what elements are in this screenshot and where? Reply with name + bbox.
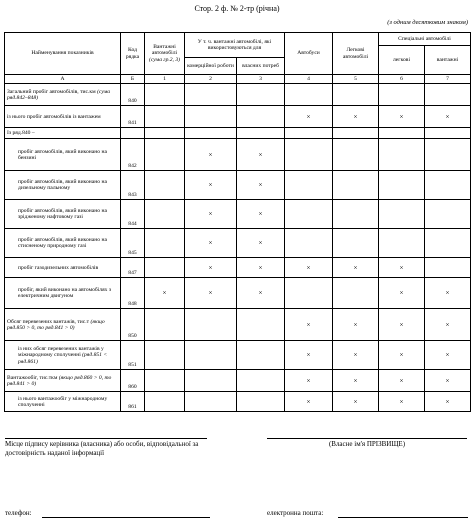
- input-cell[interactable]: [145, 139, 185, 171]
- row-code: 850: [121, 309, 145, 341]
- table-row: [5, 171, 471, 200]
- col-special-trucks: вантажні: [425, 46, 471, 75]
- crossed-cell: ×: [425, 278, 471, 309]
- row-label: пробіг, який виконано на автомобілях з електричним двигуном: [18, 287, 112, 300]
- input-cell[interactable]: [145, 106, 185, 128]
- row-label: пробіг автомобілів, який виконано на зрідженому нафтовому газі: [18, 208, 107, 221]
- crossed-cell: ×: [237, 229, 285, 258]
- input-cell[interactable]: [425, 171, 471, 200]
- col-buses-header: Автобуси: [285, 33, 333, 75]
- name-line: [267, 438, 467, 439]
- phone-label: телефон:: [5, 509, 32, 517]
- crossed-cell: ×: [185, 139, 237, 171]
- input-cell[interactable]: [333, 128, 379, 139]
- table-row: [5, 200, 471, 229]
- input-cell[interactable]: [379, 139, 425, 171]
- crossed-cell: ×: [185, 171, 237, 200]
- col-special-header: Спеціальні автомобілі: [379, 33, 471, 46]
- col-cars-header: Легкові автомобілі: [333, 33, 379, 75]
- input-cell[interactable]: [425, 139, 471, 171]
- crossed-cell: ×: [379, 392, 425, 412]
- crossed-cell: ×: [379, 341, 425, 370]
- input-cell[interactable]: [285, 128, 333, 139]
- input-cell[interactable]: [333, 278, 379, 309]
- input-cell[interactable]: [185, 370, 237, 392]
- row-code: 847: [121, 258, 145, 278]
- freight-note: (сума гр.2, 3): [148, 56, 181, 63]
- row-code: 848: [121, 278, 145, 309]
- input-cell[interactable]: [333, 200, 379, 229]
- input-cell[interactable]: [333, 139, 379, 171]
- col-freight-header: [145, 33, 185, 75]
- table-row: [5, 309, 471, 341]
- input-cell[interactable]: [185, 84, 237, 106]
- input-cell[interactable]: [145, 84, 185, 106]
- row-code: 861: [121, 392, 145, 412]
- table-row: [5, 229, 471, 258]
- row-label: із нього пробіг автомобілів із вантажем: [7, 113, 101, 120]
- row-label-cell: [5, 229, 121, 258]
- input-cell[interactable]: [285, 278, 333, 309]
- col-name-header: Найменування показників: [5, 33, 121, 75]
- input-cell[interactable]: [145, 171, 185, 200]
- crossed-cell: ×: [379, 106, 425, 128]
- row-code: 851: [121, 341, 145, 370]
- crossed-cell: ×: [237, 171, 285, 200]
- input-cell[interactable]: [285, 171, 333, 200]
- table-row: [5, 278, 471, 309]
- col-number: 1: [145, 75, 185, 84]
- crossed-cell: ×: [185, 258, 237, 278]
- row-label: пробіг автомобілів, який виконано на дизельному пальному: [18, 179, 107, 192]
- crossed-cell: ×: [237, 278, 285, 309]
- input-cell[interactable]: [425, 200, 471, 229]
- crossed-cell: ×: [425, 309, 471, 341]
- input-cell[interactable]: [145, 341, 185, 370]
- row-label: із нього вантажообіг у міжнародному сполученні: [18, 395, 108, 408]
- crossed-cell: ×: [379, 258, 425, 278]
- input-cell[interactable]: [237, 106, 285, 128]
- email-label: електронна пошта:: [267, 509, 324, 517]
- row-note: (якщо ряд.860 > 0, то ряд.841 > 0): [7, 374, 112, 387]
- crossed-cell: ×: [237, 139, 285, 171]
- crossed-cell: ×: [237, 258, 285, 278]
- col-number: Б: [121, 75, 145, 84]
- crossed-cell: ×: [285, 309, 333, 341]
- crossed-cell: ×: [333, 106, 379, 128]
- table-row: [5, 128, 471, 139]
- crossed-cell: ×: [333, 341, 379, 370]
- input-cell[interactable]: [237, 392, 285, 412]
- input-cell[interactable]: [425, 229, 471, 258]
- crossed-cell: ×: [285, 258, 333, 278]
- col-number: 6: [379, 75, 425, 84]
- input-cell[interactable]: [145, 229, 185, 258]
- input-cell[interactable]: [285, 229, 333, 258]
- input-cell[interactable]: [145, 392, 185, 412]
- input-cell[interactable]: [185, 309, 237, 341]
- input-cell[interactable]: [333, 229, 379, 258]
- phone-field[interactable]: [42, 517, 210, 518]
- input-cell[interactable]: [379, 171, 425, 200]
- name-label: (Власне ім'я ПРІЗВИЩЕ): [328, 440, 406, 448]
- row-code: 843: [121, 171, 145, 200]
- col-special-cars: легкові: [379, 46, 425, 75]
- input-cell[interactable]: [425, 258, 471, 278]
- signature-line: [5, 438, 207, 439]
- input-cell[interactable]: [333, 171, 379, 200]
- row-label-cell: [5, 278, 121, 309]
- row-note: (сума ряд.842–848): [7, 88, 111, 101]
- row-label-cell: [5, 139, 121, 171]
- row-label-cell: [5, 171, 121, 200]
- input-cell[interactable]: [237, 128, 285, 139]
- crossed-cell: ×: [285, 106, 333, 128]
- row-label-cell: [5, 128, 121, 139]
- input-cell[interactable]: [379, 229, 425, 258]
- crossed-cell: ×: [379, 370, 425, 392]
- input-cell[interactable]: [145, 370, 185, 392]
- crossed-cell: ×: [333, 309, 379, 341]
- row-code: 860: [121, 370, 145, 392]
- crossed-cell: ×: [185, 278, 237, 309]
- crossed-cell: ×: [285, 370, 333, 392]
- crossed-cell: ×: [185, 229, 237, 258]
- input-cell[interactable]: [145, 258, 185, 278]
- units-note: (з одним десятковим знаком): [387, 19, 468, 26]
- row-code: [121, 128, 145, 139]
- row-code: 844: [121, 200, 145, 229]
- crossed-cell: ×: [333, 258, 379, 278]
- row-label: Загальний пробіг автомобілів, тис.км: [7, 88, 96, 95]
- input-cell[interactable]: [185, 128, 237, 139]
- row-label-cell: [5, 341, 121, 370]
- col-number: А: [5, 75, 121, 84]
- row-label-cell: [5, 200, 121, 229]
- crossed-cell: ×: [425, 370, 471, 392]
- row-label-cell: [5, 309, 121, 341]
- input-cell[interactable]: [425, 84, 471, 106]
- crossed-cell: ×: [237, 200, 285, 229]
- crossed-cell: ×: [145, 278, 185, 309]
- input-cell[interactable]: [285, 200, 333, 229]
- row-label-cell: [5, 392, 121, 412]
- row-label: Обсяг перевезених вантажів, тис.т: [7, 318, 90, 325]
- column-numbers-row: [5, 75, 471, 84]
- input-cell[interactable]: [145, 128, 185, 139]
- crossed-cell: ×: [285, 341, 333, 370]
- signature-label: Місце підпису керівника (власника) або особи, відповідальної за достовірність наданої інформації: [5, 440, 199, 457]
- table-row: [5, 392, 471, 412]
- input-cell[interactable]: [145, 309, 185, 341]
- crossed-cell: ×: [425, 341, 471, 370]
- crossed-cell: ×: [379, 278, 425, 309]
- row-label: із них обсяг перевезених вантажів у міжнародному сполученні: [18, 345, 104, 359]
- table-row: [5, 370, 471, 392]
- crossed-cell: ×: [333, 370, 379, 392]
- row-note: (якщо ряд.850 > 0, то ряд.841 > 0): [7, 318, 105, 331]
- row-code: 845: [121, 229, 145, 258]
- input-cell[interactable]: [237, 84, 285, 106]
- col-number: 7: [425, 75, 471, 84]
- crossed-cell: ×: [285, 392, 333, 412]
- col-number: 5: [333, 75, 379, 84]
- table-row: [5, 341, 471, 370]
- input-cell[interactable]: [285, 139, 333, 171]
- row-note: (ряд.851 < ряд.861): [18, 352, 108, 365]
- input-cell[interactable]: [333, 84, 379, 106]
- input-cell[interactable]: [285, 84, 333, 106]
- row-label-cell: [5, 370, 121, 392]
- col-own: власних потреб: [237, 58, 285, 75]
- page-header: Стор. 2 ф. № 2-тр (річна): [194, 4, 280, 13]
- row-label-cell: [5, 258, 121, 278]
- col-number: 2: [185, 75, 237, 84]
- input-cell[interactable]: [379, 200, 425, 229]
- col-code-header: Код рядка: [121, 33, 145, 75]
- row-code: 841: [121, 106, 145, 128]
- col-incl-header: У т. ч. вантажні автомобілі, які використовуються для: [185, 33, 285, 58]
- crossed-cell: ×: [425, 106, 471, 128]
- table-row: [5, 84, 471, 106]
- input-cell[interactable]: [145, 200, 185, 229]
- col-commercial: комерційної роботи: [185, 58, 237, 75]
- crossed-cell: ×: [425, 392, 471, 412]
- input-cell[interactable]: [237, 309, 285, 341]
- input-cell[interactable]: [185, 392, 237, 412]
- crossed-cell: ×: [379, 309, 425, 341]
- input-cell[interactable]: [425, 128, 471, 139]
- col-number: 4: [285, 75, 333, 84]
- row-label: Вантажообіг, тис.ткм: [7, 374, 58, 381]
- input-cell[interactable]: [379, 84, 425, 106]
- freight-label: Вантажні автомобілі: [151, 43, 178, 57]
- input-cell[interactable]: [185, 341, 237, 370]
- crossed-cell: ×: [333, 392, 379, 412]
- email-field[interactable]: [338, 517, 468, 518]
- table-row: [5, 106, 471, 128]
- input-cell[interactable]: [379, 128, 425, 139]
- form-table: [4, 32, 471, 412]
- row-label: пробіг автомобілів, який виконано на бензині: [18, 148, 107, 161]
- row-label: пробіг газодизельних автомобілів: [18, 264, 99, 271]
- row-label: пробіг автомобілів, який виконано на стиснeному природному газі: [18, 237, 107, 250]
- row-code: 840: [121, 84, 145, 106]
- row-label-cell: [5, 84, 121, 106]
- table-row: [5, 258, 471, 278]
- crossed-cell: ×: [185, 200, 237, 229]
- col-number: 3: [237, 75, 285, 84]
- row-label-cell: [5, 106, 121, 128]
- row-code: 842: [121, 139, 145, 171]
- input-cell[interactable]: [237, 370, 285, 392]
- input-cell[interactable]: [185, 106, 237, 128]
- table-row: [5, 139, 471, 171]
- input-cell[interactable]: [237, 341, 285, 370]
- row-label: Із ряд.840 –: [7, 130, 35, 137]
